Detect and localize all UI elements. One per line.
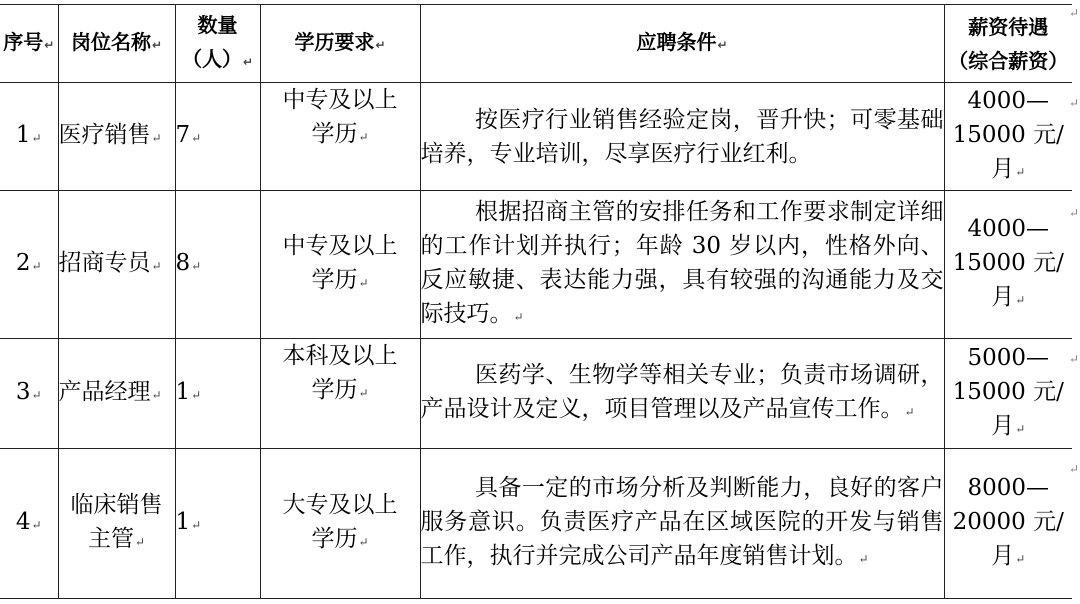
row-conditions: 按医疗行业销售经验定岗，晋升快；可零基础培养，专业培训，尽享医疗行业红利。 — [420, 83, 944, 191]
table-row — [0, 83, 1072, 191]
row-salary: 4000— 15000 元/ 月↵ — [944, 191, 1072, 339]
row-conditions: 医药学、生物学等相关专业；负责市场调研，产品设计及定义，项目管理以及产品宣传工作。↵ — [420, 339, 944, 449]
row-position: 临床销售 主管↵ — [58, 449, 175, 599]
row-education: 中专及以上 学历↵ — [260, 191, 420, 339]
row-count: 7↵ — [175, 83, 260, 191]
row-end-mark: ↵ — [1068, 352, 1079, 366]
table-row — [0, 449, 1072, 599]
table-row — [0, 191, 1072, 339]
row-conditions: 具备一定的市场分析及判断能力，良好的客户服务意识。负责医疗产品在区域医院的开发与销售工作，执行并完成公司产品年度销售计划。↵ — [420, 449, 944, 599]
header-row — [0, 5, 1072, 83]
row-education: 中专及以上 学历↵ — [260, 83, 420, 191]
row-salary: 8000— 20000 元/ 月↵ — [944, 449, 1072, 599]
row-seq: 2↵ — [0, 191, 58, 339]
row-seq: 3↵ — [0, 339, 58, 449]
row-salary: 4000— 15000 元/ 月↵ — [944, 83, 1072, 191]
row-education: 大专及以上 学历↵ — [260, 449, 420, 599]
header-conditions: 应聘条件↵ — [420, 5, 944, 83]
row-end-mark: ↵ — [1068, 462, 1079, 476]
row-conditions: 根据招商主管的安排任务和工作要求制定详细的工作计划并执行；年龄 30 岁以内，性格外向、反应敏捷、表达能力强，具有较强的沟通能力及交际技巧。↵ — [420, 191, 944, 339]
row-position: 招商专员↵ — [58, 191, 175, 339]
header-education: 学历要求↵ — [260, 5, 420, 83]
row-end-mark: ↵ — [1068, 6, 1079, 20]
row-salary: 5000— 15000 元/ 月↵ — [944, 339, 1072, 449]
row-position: 医疗销售↵ — [58, 83, 175, 191]
row-education: 本科及以上 学历↵ — [260, 339, 420, 449]
header-salary: 薪资待遇 （综合薪资） — [944, 5, 1072, 83]
row-position: 产品经理↵ — [58, 339, 175, 449]
row-end-mark: ↵ — [1068, 96, 1079, 110]
row-count: 1↵ — [175, 339, 260, 449]
row-count: 8↵ — [175, 191, 260, 339]
row-end-mark: ↵ — [1068, 206, 1079, 220]
row-seq: 4↵ — [0, 449, 58, 599]
row-count: 1↵ — [175, 449, 260, 599]
row-seq: 1↵ — [0, 83, 58, 191]
header-count: 数量 （人）↵ — [175, 5, 260, 83]
header-position: 岗位名称↵ — [58, 5, 175, 83]
job-table — [0, 4, 1072, 599]
header-seq: 序号↵ — [0, 5, 58, 83]
table-row — [0, 339, 1072, 449]
